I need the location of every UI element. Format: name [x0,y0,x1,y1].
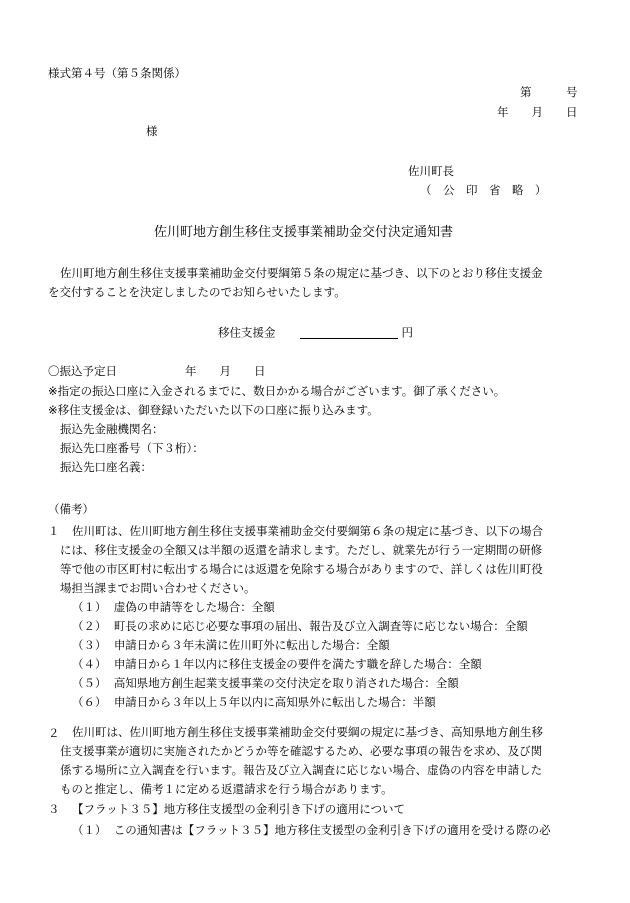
issuer-name: 佐川町長 [408,164,454,178]
remark-1-text [60,522,584,598]
account-name-field: 振込先口座名義： [60,460,152,474]
amount-blank [300,326,398,339]
remark-line: には、移住支援金の全額又は半額の返還を請求します。ただし、就業先が行う一定期間の研修 [60,543,543,557]
remark-subitem: （１） 虚偽の申請等をした場合：全額 [72,600,275,614]
document-number: 第 号 [520,85,578,99]
remark-line: 等で他の市区町村に転出する場合には返還を免除する場合がありますので、詳しくは佐川町役 [60,562,543,576]
remark-line: 佐川町は、佐川町地方創生移住支援事業補助金交付要綱の規定に基づき、高知県地方創生移 [72,725,544,739]
issue-date: 年 月 日 [497,105,578,119]
remark-1-subitems [72,598,584,712]
remark-subitem: （２） 町長の求めに応じ必要な事項の届出、報告及び立入調査等に応じない場合：全額 [72,619,528,633]
addressee-suffix: 様 [146,124,158,138]
remark-line: 係する場所に立入調査を行います。報告及び立入調査に応じない場合、虚偽の内容を申請した [60,763,543,777]
body-text [48,264,584,302]
account-number-field: 振込先口座番号（下３桁）： [60,441,204,455]
remark-2-text [60,723,584,799]
transfer-note: ※移住支援金は、御登録いただいた以下の口座に振り込みます。 [48,403,379,417]
transfer-note: ※指定の振込口座に入金されるまでに、数日かかる場合がございます。御了承ください。 [48,384,506,398]
remark-line: 場担当課までお問い合わせください。 [60,581,256,595]
form-number: 様式第４号（第５条関係） [48,66,186,80]
remark-subitem: （４） 申請日から１年以内に移住支援金の要件を満たす職を辞した場合：全額 [72,657,482,671]
remark-3-sub-1: （１） この通知書は【フラット３５】地方移住支援型の金利引き下げの適用を受ける際の必 [72,823,551,837]
remark-2-number: ２ [48,726,60,740]
body-line: 佐川町地方創生移住支援事業補助金交付要綱第５条の規定に基づき、以下のとおり移住支援金 [60,266,543,280]
seal-omitted: （ 公 印 省 略 ） [420,183,547,197]
amount-unit: 円 [401,325,413,340]
amount-label: 移住支援金 [218,325,276,340]
remark-1-number: １ [48,524,60,538]
remark-line: 住支援事業が適切に実施されたかどうか等を確認するため、必要な事項の報告を求め、及び関 [60,744,543,758]
remark-subitem: （３） 申請日から３年未満に佐川町外に転出した場合：全額 [72,638,390,652]
remark-subitem: （６） 申請日から３年以上５年以内に高知県外に転出した場合：半額 [72,695,436,709]
transfer-date-fields: 年 月 日 [185,364,266,378]
bank-name-field: 振込先金融機関名： [60,422,164,436]
remark-3-number: ３ [48,802,60,816]
body-line: を交付することを決定しましたのでお知らせいたします。 [48,285,346,299]
transfer-notes [48,382,584,477]
remark-subitem: （５） 高知県地方創生起業支援事業の交付決定を取り消された場合：全額 [72,676,459,690]
document-title: 佐川町地方創生移住支援事業補助金交付決定通知書 [154,225,454,240]
remark-3-heading: 【フラット３５】地方移住支援型の金利引き下げの適用について [72,802,406,816]
remarks-heading: （備考） [48,502,94,516]
amount-row [218,326,413,339]
remark-line: 佐川町は、佐川町地方創生移住支援事業補助金交付要綱第６条の規定に基づき、以下の場合 [72,524,544,538]
remark-line: ものと推定し、備考１に定める返還請求を行う場合があります。 [60,782,393,796]
transfer-date-label: 〇振込予定日 [48,364,117,378]
